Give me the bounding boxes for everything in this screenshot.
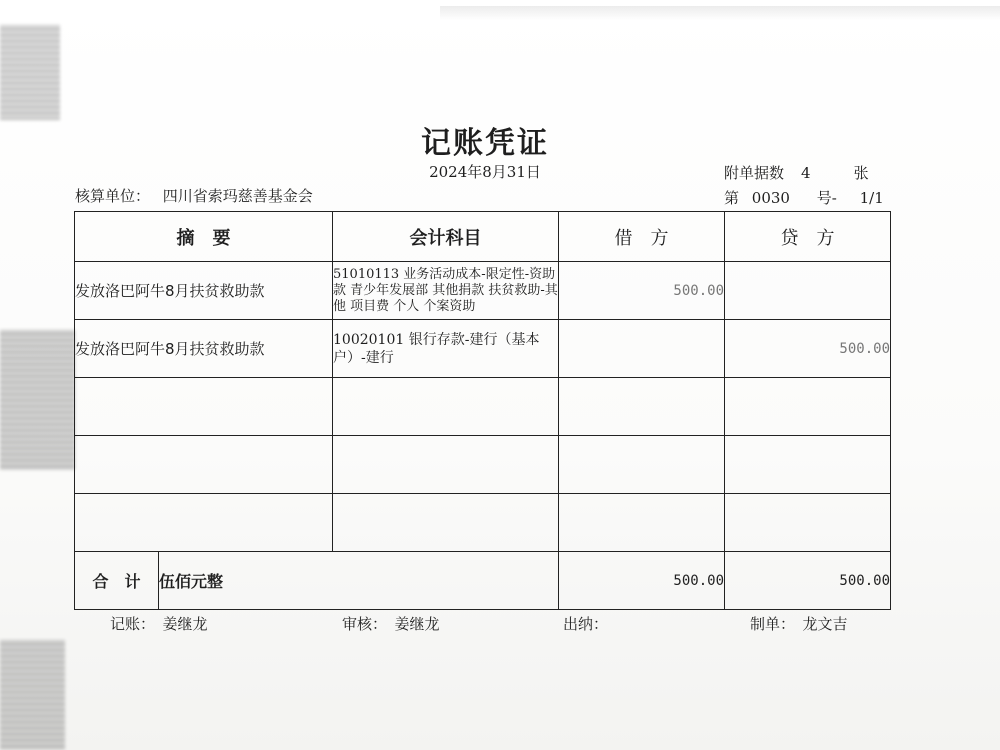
unit-name: 四川省索玛慈善基金会 <box>162 187 313 205</box>
total-debit: 500.00 <box>559 552 725 610</box>
total-label: 合 计 <box>75 552 159 610</box>
row-credit <box>725 378 891 436</box>
row-summary <box>75 436 333 494</box>
col-summary-header: 摘 要 <box>75 212 333 262</box>
footer-bookkeeper: 记账： 姜继龙 <box>110 615 208 633</box>
footer-preparer: 制单： 龙文吉 <box>750 615 848 633</box>
total-credit: 500.00 <box>725 552 891 610</box>
row-debit <box>559 378 725 436</box>
scan-edge <box>440 6 1000 20</box>
table-row <box>75 320 891 378</box>
attachments-info <box>724 162 869 183</box>
voucher-no-suffix: 号- <box>816 189 837 207</box>
row-credit <box>725 436 891 494</box>
row-credit <box>725 494 891 552</box>
row-debit: 500.00 <box>559 262 725 320</box>
table-row <box>75 494 891 552</box>
row-debit <box>559 494 725 552</box>
row-account <box>333 494 559 552</box>
voucher-number <box>724 187 884 208</box>
unit-label: 核算单位： <box>75 187 151 205</box>
table-header-row <box>75 212 891 262</box>
row-summary <box>75 494 333 552</box>
accounting-unit <box>75 185 313 206</box>
footer-reviewer: 审核： 姜继龙 <box>342 615 440 633</box>
total-row <box>75 552 891 610</box>
row-debit <box>559 320 725 378</box>
row-account: 51010113 业务活动成本-限定性-资助款 青少年发展部 其他捐款 扶贫救助-其他 项目费 个人 个案资助 <box>333 262 559 320</box>
scan-smudge <box>0 330 75 470</box>
scan-smudge <box>0 640 65 750</box>
scan-smudge <box>0 25 60 120</box>
attachments-count: 4 <box>801 164 811 182</box>
voucher-no-page: 1/1 <box>859 189 884 207</box>
total-amount-words: 伍佰元整 <box>159 552 559 610</box>
attachments-unit: 张 <box>853 164 869 182</box>
row-summary: 发放洛巴阿牛8月扶贫救助款 <box>75 262 333 320</box>
table-row <box>75 262 891 320</box>
row-credit: 500.00 <box>725 320 891 378</box>
row-account: 10020101 银行存款-建行（基本户）-建行 <box>333 320 559 378</box>
row-account <box>333 436 559 494</box>
col-debit-header: 借 方 <box>559 212 725 262</box>
voucher-title: 记账凭证 <box>421 126 549 161</box>
voucher-no-value: 0030 <box>751 189 790 207</box>
attachments-label: 附单据数 <box>724 164 785 182</box>
col-credit-header: 贷 方 <box>725 212 891 262</box>
table-row <box>75 436 891 494</box>
voucher-date: 2024年8月31日 <box>429 163 541 181</box>
row-summary <box>75 378 333 436</box>
voucher-no-prefix: 第 <box>724 189 740 207</box>
row-debit <box>559 436 725 494</box>
voucher-table <box>74 211 891 610</box>
col-account-header: 会计科目 <box>333 212 559 262</box>
footer-cashier: 出纳： <box>563 615 609 633</box>
row-account <box>333 378 559 436</box>
row-credit <box>725 262 891 320</box>
table-row <box>75 378 891 436</box>
row-summary: 发放洛巴阿牛8月扶贫救助款 <box>75 320 333 378</box>
